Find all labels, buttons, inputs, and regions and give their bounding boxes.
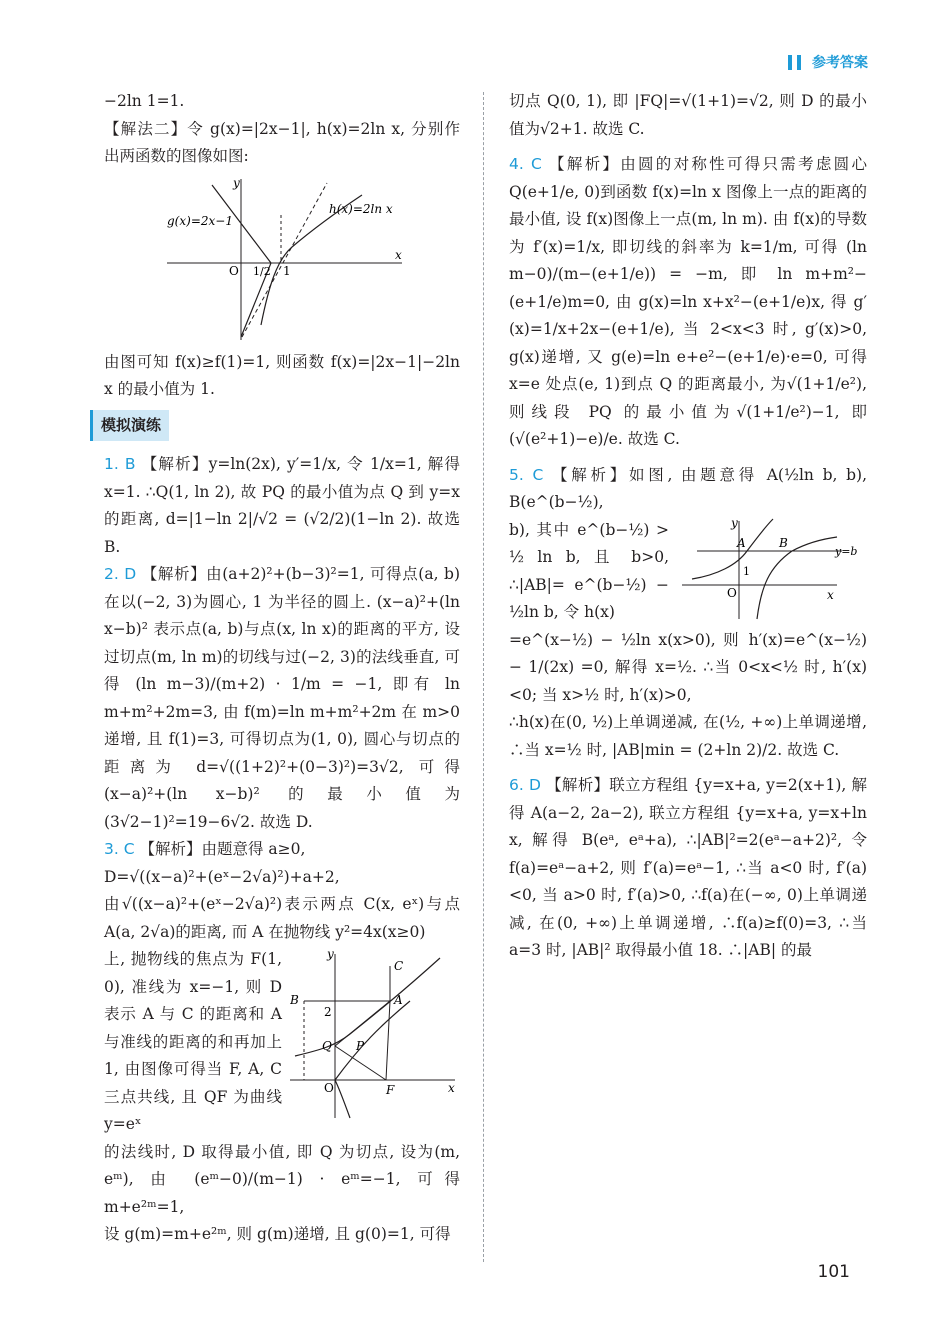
figure-5 — [677, 517, 867, 622]
fig1-tangent — [242, 183, 327, 337]
fig1-origin: O — [229, 263, 239, 278]
fig5-ln-curve — [757, 537, 837, 619]
fig5-a: A — [737, 535, 746, 550]
column-divider — [483, 92, 484, 1262]
q3-text-a: 【解析】由题意得 a≥0, — [139, 840, 306, 858]
left-line-0: −2ln 1=1. — [104, 92, 185, 110]
fig3-q: Q — [322, 1039, 332, 1053]
method2-text: 【解法二】令 g(x)=|2x−1|, h(x)=2ln x, 分别作出两函数的图像如图: — [104, 119, 460, 165]
q3-text-e: 的法线时, D 取得最小值, 即 Q 为切点, 设为(m, eᵐ), 由 (eᵐ−0)/(m−1) · eᵐ=−1, 可得 m+e²ᵐ=1, — [104, 1142, 460, 1216]
page-header — [788, 52, 868, 72]
q5-number: 5. C — [509, 465, 544, 484]
right-column — [509, 88, 867, 965]
fig1-h-label: h(x)=2ln x — [329, 201, 393, 216]
q1-number: 1. B — [104, 455, 136, 473]
question-4 — [509, 151, 867, 454]
fig3-b: B — [290, 993, 299, 1007]
fig1-x: x — [395, 247, 402, 262]
fig1-g-label: g(x)=2x−1 — [167, 213, 233, 228]
header-bar-2 — [797, 55, 801, 70]
q4-number: 4. C — [509, 155, 542, 173]
fig3-origin: O — [324, 1081, 334, 1095]
fig1-one: 1 — [283, 263, 291, 278]
fig3-y: y — [327, 947, 334, 961]
question-5a — [509, 462, 867, 517]
question-3a — [104, 836, 460, 864]
fig5-b: B — [779, 535, 788, 550]
figure-3 — [290, 946, 460, 1121]
q4-text: 【解析】由圆的对称性可得只需考虑圆心 Q(e+1/e, 0)到函数 f(x)=ln x 图像上一点的距离的最小值, 设 f(x)图像上一点(m, ln m). 由 f(x)的导数为 f′(x)=1/x, 即切线的斜率为 k=1/m, 可得 (ln m−0)/(m−(e+1/e)) = −m, 即 ln m+m²−(e+1/e)m=0, 由 g(x)=ln x+x²−(e+1/e)x, 得 g′(x)=1/x+2x−(e+1/e), 当 2<x<3 时, g′(x)>0, g(x)递增, 又 g(e)=ln e+e²−(e+1/e)·e=0, 可得 x=e 处点(e, 1)到点 Q 的距离最小, 为√(1+1/e²), 则线段 PQ 的最小值为√(1+1/e²)−1, 即 (√(e²+1)−e)/e. 故选 C. — [509, 155, 867, 448]
q5-text-c: =e^(x−½) − ½ln x(x>0), 则 h′(x)=e^(x−½) − 1/(2x) =0, 解得 x=½. ∴当 0<x<½ 时, h′(x)<0; 当 x>½ 时, h′(x)>0, — [509, 630, 867, 704]
q3-text-b: D=√((x−a)²+(eˣ−2√a)²)+a+2, — [104, 867, 340, 886]
fig1-half: 1/2 — [253, 264, 271, 278]
q5-text-a: 【解析】如图, 由题意得 A(½ln b, b), B(e^(b−½), — [509, 465, 868, 511]
left-column — [101, 88, 460, 1249]
question-6 — [509, 772, 867, 965]
fig3-f: F — [386, 1083, 395, 1097]
header-bar-1 — [788, 55, 792, 70]
fig5-y: y — [731, 516, 738, 530]
fig3-line-af — [386, 1001, 390, 1080]
q3-text-d: 上, 抛物线的焦点为 F(1, 0), 准线为 x=−1, 则 D 表示 A 与 C 的距离和 A 与准线的距离的和再加上 1, 由图像可得当 F, A, C 三点共线, 且 QF 为曲线 y=eˣ — [104, 950, 282, 1133]
conclusion-text: 由图可知 f(x)≥f(1)=1, 则函数 f(x)=|2x−1|−2ln x 的最小值为 1. — [104, 352, 460, 398]
fig3-parabola — [335, 1001, 410, 1118]
fig1-y: y — [233, 175, 240, 190]
q2-number: 2. D — [104, 565, 137, 583]
q1-text: 【解析】y=ln(2x), y′=1/x, 令 1/x=1, 解得 x=1. ∴Q(1, ln 2), 故 PQ 的最小值为点 Q 到 y=x 的距离, d=|1−ln 2|/√2 = (√2/2)(1−ln 2). 故选 B. — [104, 455, 460, 556]
q3-text-c: 由√((x−a)²+(eˣ−2√a)²)表示两点 C(x, eˣ)与点 A(a, 2√a)的距离, 而 A 在抛物线 y²=4x(x≥0) — [104, 895, 460, 941]
q3-number: 3. C — [104, 840, 135, 858]
fig3-a: A — [394, 993, 403, 1007]
q2-text: 【解析】由(a+2)²+(b−3)²=1, 可得点(a, b)在以(−2, 3)为圆心, 1 为半径的圆上. (x−a)²+(ln x−b)² 表示点(a, b)与点(x, ln x)的距离的平方, 设过切点(m, ln m)的切线与过(−2, 3)的法线垂直, 可得 (ln m−3)/(m+2) · 1/m = −1, 即有 ln m+m²+2m=3, 由 f(m)=ln m+m²+2m 在 m>0 递增, 且 f(1)=3, 可得切点为(1, 0), 圆心与切点的距离为 d=√((1+2)²+(0−3)²)=3√2, 可得(x−a)²+(ln x−b)² 的最小值为(3√2−1)²=19−6√2. 故选 D. — [104, 565, 460, 831]
q6-number: 6. D — [509, 776, 541, 794]
q5-text-d: ∴h(x)在(0, ½)上单调递减, 在(½, +∞)上单调递增, ∴当 x=½ 时, |AB|min = (2+ln 2)/2. 故选 C. — [509, 713, 867, 759]
header-title: 参考答案 — [812, 55, 868, 71]
fig5-x: x — [827, 587, 834, 602]
fig3-p: P — [356, 1039, 365, 1053]
fig5-line-label: y=b — [835, 544, 858, 558]
fig5-one: 1 — [743, 564, 750, 578]
figure-1 — [157, 175, 407, 345]
fig3-c: C — [394, 959, 404, 973]
fig3-x: x — [448, 1081, 455, 1095]
question-1 — [104, 451, 460, 561]
fig5-origin: O — [727, 585, 737, 600]
section-heading: 模拟演练 — [90, 410, 169, 442]
fig3-two: 2 — [324, 1005, 332, 1019]
q3-text-f: 设 g(m)=m+e²ᵐ, 则 g(m)递增, 且 g(0)=1, 可得 — [104, 1225, 451, 1243]
right-line-0: 切点 Q(0, 1), 即 |FQ|=√(1+1)=√2, 则 D 的最小值为√2+1. 故选 C. — [509, 92, 867, 138]
question-2 — [104, 561, 460, 836]
q6-text: 【解析】联立方程组 {y=x+a, y=2(x+1), 解得 A(a−2, 2a−2), 联立方程组 {y=x+a, y=x+ln x, 解得 B(eᵃ, eᵃ+a), ∴|AB|²=2(eᵃ−a+2)², 令 f(a)=eᵃ−a+2, 则 f′(a)=eᵃ−1, ∴当 a<0 时, f′(a)<0, 当 a>0 时, f′(a)>0, ∴f(a)在(−∞, 0)上单调递减, 在(0, +∞)上单调递增, ∴f(a)≥f(0)=3, ∴当 a=3 时, |AB|² 取得最小值 18. ∴|AB| 的最 — [509, 776, 867, 959]
page-number: 101 — [817, 1262, 850, 1282]
q5-text-b: b), 其中 e^(b−½) > ½ ln b, 且 b>0, ∴|AB|= e^(b−½) − ½ln b, 令 h(x) — [509, 520, 669, 621]
